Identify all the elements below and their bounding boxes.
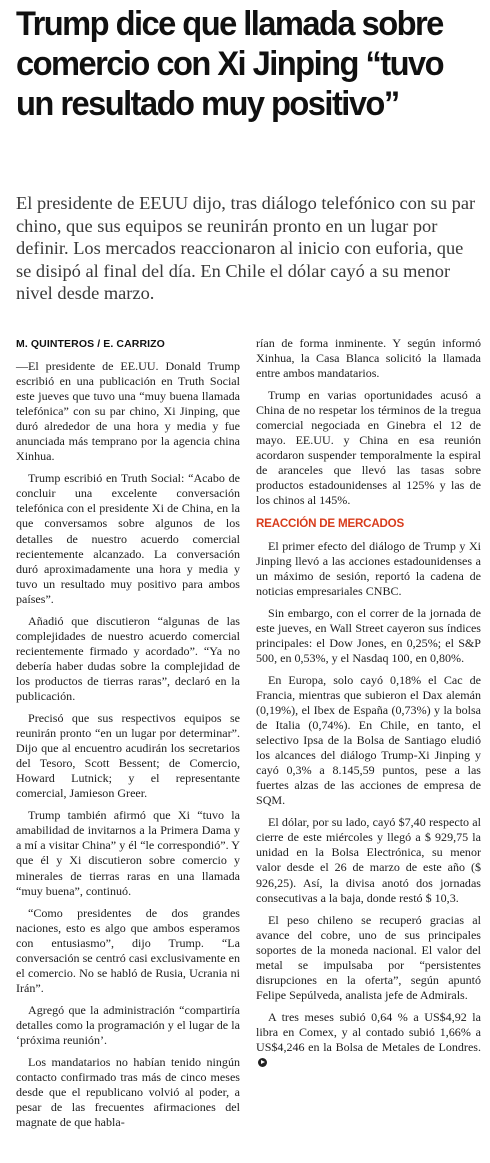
end-of-article-icon	[258, 1058, 267, 1067]
paragraph: Precisó que sus respectivos equipos se reunirán pronto “en un lugar por determinar”. Dijo que al encuentro acudirán los secretarios del Tesoro, Scott Bessent; de Comercio, Howard Lutnick; y el representante comercial, Jamieson Greer.	[16, 711, 240, 801]
paragraph-text: A tres meses subió 0,64 % a US$4,92 la libra en Comex, y al contado subió 1,66% a US$4,246 en la Bolsa de Metales de Londres.	[256, 1009, 481, 1054]
headline: Trump dice que llamada sobre comercio con Xi Jinping “tuvo un resultado muy positivo”	[16, 5, 443, 123]
byline: M. QUINTEROS / E. CARRIZO	[16, 338, 165, 350]
paragraph: El dólar, por su lado, cayó $7,40 respecto al cierre de este miércoles y llegó a $ 929,75 la unidad en la Bolsa Electrónica, su menor valor desde el 26 de marzo de este año ($ 926,25). Así, la divisa anotó dos jornadas consecutivas a la baja, donde restó $ 10,3.	[256, 815, 481, 905]
left-column	[16, 337, 240, 1137]
last-paragraph	[256, 1010, 481, 1070]
paragraph: Los mandatarios no habían tenido ningún contacto confirmado tras más de cinco meses desde que el republicano volvió al poder, a pesar de las frecuentes afirmaciones del magnate de que habla-	[16, 1055, 240, 1130]
paragraph: El primer efecto del diálogo de Trump y Xi Jinping llevó a las acciones estadounidenses a un máximo de sesión, reportó la cadena de noticias empresariales CNBC.	[256, 538, 481, 598]
paragraph: Trump en varias oportunidades acusó a China de no respetar los términos de la tregua comercial negociada en Ginebra el 12 de mayo. EE.UU. y China en esa reunión acordaron suspender temporalmente la espiral de aranceles que llevó las tasas sobre productos estadounidenses al 125% y las de los chinos al 145%.	[256, 388, 481, 508]
paragraph: —El presidente de EE.UU. Donald Trump escribió en una publicación en Truth Social este jueves que tuvo una “muy buena llamada telefónica” con su par chino, Xi Jinping, que duró alrededor de una hora y media y fue anunciada más temprano por la agencia china Xinhua.	[16, 359, 240, 464]
paragraph: En Europa, solo cayó 0,18% el Cac de Francia, mientras que subieron el Dax alemán (0,19%), el Ibex de España (0,73%) y la bolsa de Italia (0,74%). En Chile, en tanto, el selectivo Ipsa de la Bolsa de Santiago eludió los alcances del diálogo Trump-Xi Jinping y cayó 0,3% a 8.145,59 puntos, pese a las fuertes alzas de las acciones de empresa de SQM.	[256, 672, 481, 808]
paragraph: rían de forma inminente. Y según informó Xinhua, la Casa Blanca solicitó la llamada entre ambos mandatarios.	[256, 336, 481, 381]
paragraph: Agregó que la administración “compartiría detalles como la programación y el lugar de la ‘próxima reunión’.	[16, 1002, 240, 1047]
paragraph: Trump también afirmó que Xi “tuvo la amabilidad de invitarnos a la Primera Dama y a mí a visitar China” y él “le correspondió”. Y que él y Xi discutieron sobre comercio y minerales de tierras raras en una llamada “muy buena”, continuó.	[16, 808, 240, 898]
paragraph: Trump escribió en Truth Social: “Acabo de concluir una excelente conversación telefónica con el presidente Xi de China, en la que conversamos sobre algunos de los detalles de nuestro acuerdo comercial recientemente alcanzado. La conversación duró aproximadamente una hora y media y tuvo un resultado muy positivo para ambos países”.	[16, 471, 240, 606]
paragraph: “Como presidentes de dos grandes naciones, esto es algo que ambos esperamos con entusiasmo”, dijo Trump. “La conversación se centró casi exclusivamente en el comercio. No se habló de Rusia, Ucrania ni Irán”.	[16, 905, 240, 995]
paragraph: El peso chileno se recuperó gracias al avance del cobre, uno de sus principales soportes de la moneda nacional. El valor del metal se impulsaba por “persistentes disrupciones en la oferta”, según apuntó Felipe Sepúlveda, analista jefe de Admirals.	[256, 912, 481, 1002]
paragraph: Añadió que discutieron “algunas de las complejidades de nuestro acuerdo comercial recientemente firmado y acordado”. “Ya no debería haber dudas sobre la complejidad de los productos de tierras raras”, declaró en la publicación.	[16, 613, 240, 703]
lede: El presidente de EEUU dijo, tras diálogo telefónico con su par chino, que sus equipos se reunirán pronto en un lugar por definir. Los mercados reaccionaron al inicio con euforia, que se disipó al final del día. En Chile el dólar cayó a su menor nivel desde marzo.	[16, 193, 476, 304]
section-subhead: REACCIÓN DE MERCADOS	[256, 516, 405, 530]
right-column	[256, 336, 481, 1077]
paragraph: Sin embargo, con el correr de la jornada de este jueves, en Wall Street cayeron sus índices principales: el Dow Jones, en 0,25%; el S&P 500, en 0,53%, y el Nasdaq 100, en 0,80%.	[256, 605, 481, 665]
